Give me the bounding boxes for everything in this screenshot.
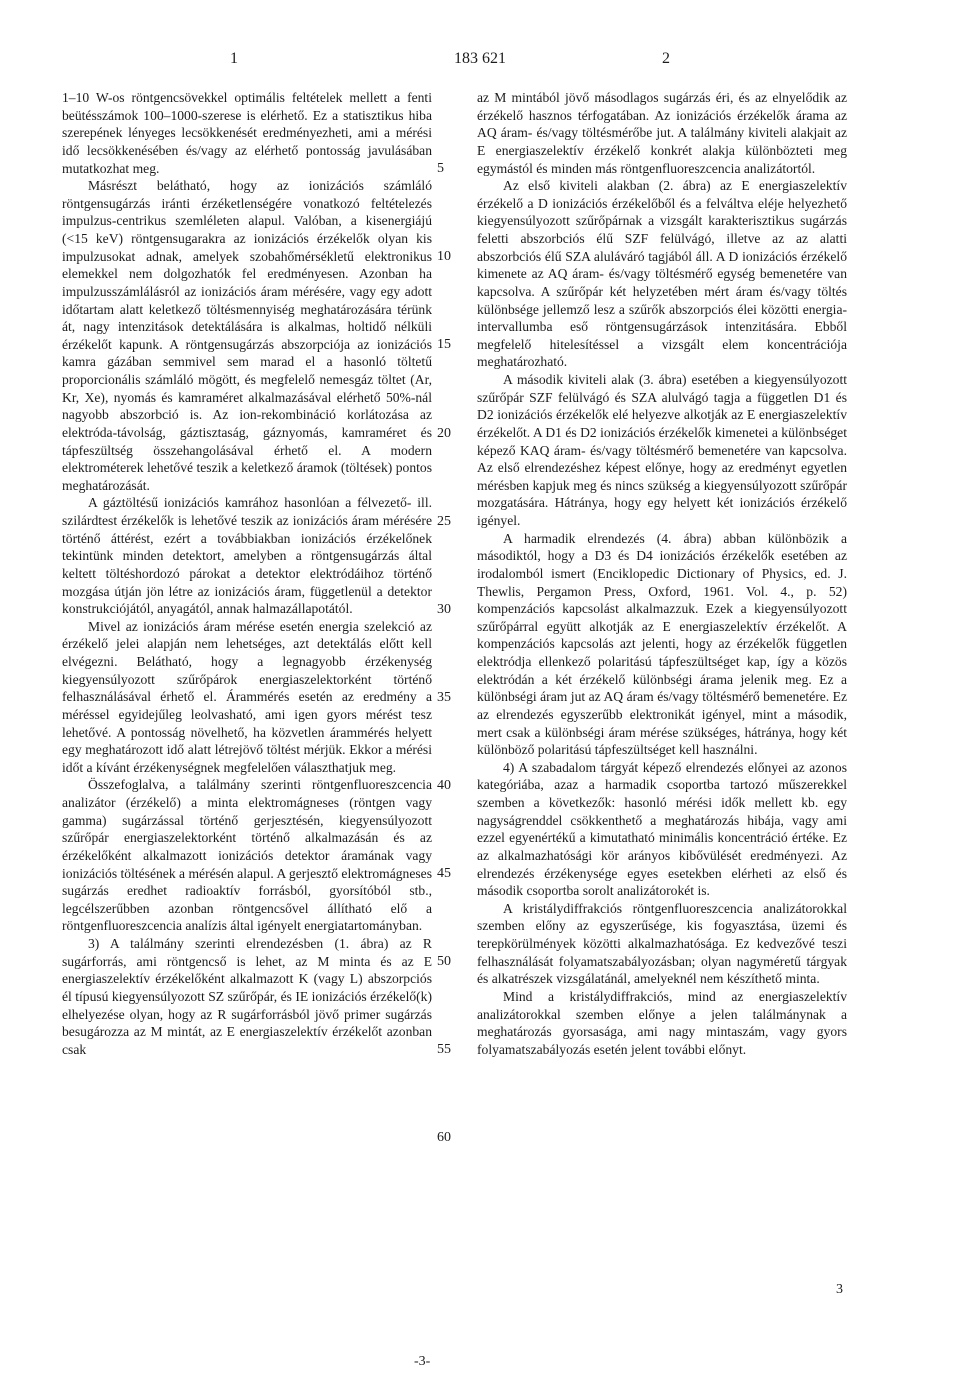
sheet-number: 3	[836, 1282, 843, 1297]
paragraph: A második kiviteli alak (3. ábra) esetében a kiegyensúlyozott szűrőpár SZF felülvágó és SZA alulvágó tagja a független D1 és D2 ionizációs érzékelők elé helyezve alkotják az E energiaszelektív érzékelőt. A D1 és D2 ionizációs érzékelők kimenetei a különbséget képező KAQ áram- és/vagy töltésmérő bemenetére van kapcsolva. Az első elrendezéshez képest előnye, hogy az eredményt egyetlen mérésben kapjuk meg és nincs szükség a kiegyensúlyozott szűrőpár mozgatására. Hátránya, hogy egy helyett két ionizációs érzékelő igényel.	[477, 372, 847, 528]
line-number: 30	[437, 602, 451, 617]
line-number: 25	[437, 514, 451, 529]
paragraph: A gáztöltésű ionizációs kamrához hasonlóan a félvezető- ill. szilárdtest érzékelők is lehetővé teszik az ionizációs áram mérésére történő áttérést, ezért a továbbiakban ionizációs érzékelőnek tekintünk minden detektort, amelyben a röntgensugárzás által keltett töltéshordozó párokat a detektor elektródáihoz történő mozgása útján jön létre az ionizációs áram, függetlenül a detektor konstrukciójától, anyagától, annak halmazállapotától.	[62, 495, 432, 617]
line-number: 15	[437, 337, 451, 352]
line-number: 20	[437, 426, 451, 441]
paragraph: az M mintából jövő másodlagos sugárzás éri, és az elnyelődik az érzékelő hasznos térfogatában. Az ionizációs érzékelők árama az AQ áram- és/vagy töltésmérőbe jut. A találmány kiviteli alakjait az E energiaszelektív érzékelő konkrét alakja különbözteti meg egymástól és minden más röntgenfluoreszcencia analizátortól.	[477, 90, 847, 176]
line-number: 10	[437, 249, 451, 264]
line-number: 50	[437, 954, 451, 969]
line-number: 45	[437, 866, 451, 881]
line-number: 40	[437, 778, 451, 793]
text-column-left	[62, 89, 432, 1058]
line-number: 5	[437, 161, 444, 176]
paragraph: Mind a kristálydiffrakciós, mind az energiaszelektív analizátorokkal szemben előnye a jelen találmánynak a meghatározás gyorsasága, ami nagy mintaszám, vagy gyors folyamatszabályozás esetén jelent további előnyt.	[477, 988, 847, 1057]
paragraph: Összefoglalva, a találmány szerinti röntgenfluoreszcencia analizátor (érzékelő) a minta elektromágneses (röntgen vagy gamma) sugárzással történő gerjesztésén, kiegyensúlyozott szűrőpár energiaszelektorként történő alkalmazásán és az érzékelőként alkalmazott ionizációs detektor áramának vagy ionizációs töltésének a mérésén alapul. A gerjesztő elektromágneses sugárzás eredhet radioaktív forrásból, gyorsítóból stb., legcélszerűbben azonban röntgencsővel állítható elő a röntgenfluoreszcencia analízis által igényelt energiatartományban.	[62, 777, 432, 934]
paragraph: Mivel az ionizációs áram mérése esetén energia szelekció az érzékelő jelei alapján nem lehetséges, azt detektálás előtt kell elvégezni. Belátható, hogy a legnagyobb érzékenység kiegyensúlyozott szűrőpárok energiaszelektorként történő felhasználásával érhető el. Árammérés esetén az eredmény a méréssel egyidejűleg leolvasható, ami igen gyors mérést tesz lehetővé. A pontosság növelhető, ha közvetlen árammérés helyett egy meghatározott idő alatt létrejövő töltést mérjük. Ekkor a mérési időt a kívánt érzékenységnek megfelelően választhatjuk meg.	[62, 618, 432, 775]
paragraph: 1–10 W-os röntgencsövekkel optimális feltételek mellett a fenti beütésszámok 100–1000-szerese is elérhető. Ez a statisztikus hiba szerepének lényeges lecsökkenését eredményezheti, ami a mérési idő lecsökkenésében és/vagy az elérhető pontosság javulásában mutatkozhat meg.	[62, 90, 432, 176]
line-number: 60	[437, 1130, 451, 1145]
paragraph: A harmadik elrendezés (4. ábra) abban különbözik a másodiktól, hogy a D3 és D4 ionizációs érzékelők esetében az irodalomból ismert (Enciklopedic Dictionary of Physics, ed. J. Thewlis, Pergamon Press, Oxford, 1961. Vol. 4., p. 52) kompenzációs kapcsolást alkalmazzuk. Ezek a kiegyensúlyozott szűrőpárral együtt alkotják az E energiaszelektív érzékelőt. A kompenzációs kapcsolás azt jelenti, hogy az érzékelők független elektródja ellenkező polaritású tápfeszültséget kap, így a közös elektródán a két érzékelő különbségi árama jelenik meg. Ez a különbségi áram jut az AQ áram és/vagy töltésmérő bemenetére. Ez az elrendezés egyszerűbb elektronikát igényel, mint a második, mert csak a különbségi áram mérése szükséges, hátránya, hogy két különböző polaritású tápfeszültséget kell használni.	[477, 530, 847, 758]
paragraph: 4) A szabadalom tárgyát képező elrendezés előnyei az azonos kategóriába, azaz a harmadik csoportba tartozó műszerekkel szemben a következők: hasonló mérési idők mellett kb. egy nagyságrenddel csökkenthető a meghatározás hibája, vagy ami ezzel egyenértékű a kimutatható minimális koncentráció értéke. Ez az alkalmazhatósági kör arányos kibővülését eredményezi. Az elrendezés érzékenysége egyes esetekben elérheti az első és második csoportba sorolt analizátorokét is.	[477, 759, 847, 899]
line-number: 35	[437, 690, 451, 705]
text-column-right	[477, 89, 847, 1058]
paragraph: Az első kiviteli alakban (2. ábra) az E energiaszelektív érzékelő a D ionizációs érzékelőből és a felváltva eléje helyezhető kiegyensúlyozott szűrőpárnak a vizsgált karakterisztikus sugárzás feletti abszorbciós élű SZF felülvágó, illetve az az alatti abszorbciós élű SZA aluláváró tagjából áll. A D ionizációs érzékelő kimenete az AQ áram- és/vagy töltésmérő egység bemenetére van kapcsolva. A szűrőpár két helyzetében mért áram és/vagy töltés különbsége jellemző lesz a szűrők abszorpciós élei közötti energia-intervallumba eső röntgensugárzások intenzitására. Ebből megfelelő hitelesítéssel a vizsgált elem koncentrációja meghatározható.	[477, 178, 847, 370]
line-number: 55	[437, 1042, 451, 1057]
paragraph: Másrészt belátható, hogy az ionizációs számláló röntgensugárzás iránti érzéketlenségére vonatkozó feltételezés impulzus-centrikus szemléleten alapul. Valóban, a kisenergiájú (<15 keV) röntgensugarakra az ionizációs érzékelők olyan kis impulzusokat adnak, amelyek szobahőmérsékletű elektronikus elemekkel nem dolgozhatók fel eredményesen. Azonban ha impulzusszámlálásról az ionizációs áram mérésére, vagy egy adott időtartam alatt keletkező töltésmennyiség meghatározására térünk át, nagy intenzitások detektálására is alkalmas, holtidő nélküli érzékelőt kapunk. A röntgensugárzás abszorpciója az ionizációs kamra gázában semmivel sem marad el a hasonló töltetű proporcionális számláló mögött, és megfelelő nemesgáz töltet (Ar, Kr, Xe), nyomás és kamraméret alkalmazásával elérhető 50%-nál nagyobb abszorbció is. Az ion-rekombináció korlátozása az elektróda-távolság, gáztisztaság, gáznyomás, kamraméret és tápfeszültség összehangolásával érhető el. A modern elektrométerek lehetővé teszik a keletkező áramok (töltések) pontos meghatározását.	[62, 178, 432, 493]
paragraph: 3) A találmány szerinti elrendezésben (1. ábra) az R sugárforrás, ami röntgencső is lehet, az M minta és az E energiaszelektív érzékelőként alkalmazott K (vagy L) abszorpciós él típusú kiegyensúlyozott SZ szűrőpár, és IE ionizációs érzékelő(k) elhelyezése olyan, hogy az R sugárforrásból jövő primer sugárzás besugározza az M mintát, az E energiaszelektív érzékelőt azonban csak	[62, 936, 432, 1057]
column-number-left: 1	[230, 50, 238, 67]
patent-number: 183 621	[454, 50, 506, 67]
paragraph: A kristálydiffrakciós röntgenfluoreszcencia analizátorokkal szemben előny az egyszerűsége, kis fogyasztása, üzemi és terepkörülmények közötti alkalmazhatósága. Ez kedvezővé teszi felhasználását folyamatszabályozásban; olyan nagyméretű tárgyak és alkatrészek vizsgálatánál, amelyeknél nem készíthető minta.	[477, 900, 847, 987]
page-number: -3-	[414, 1354, 431, 1369]
column-number-right: 2	[662, 50, 670, 67]
